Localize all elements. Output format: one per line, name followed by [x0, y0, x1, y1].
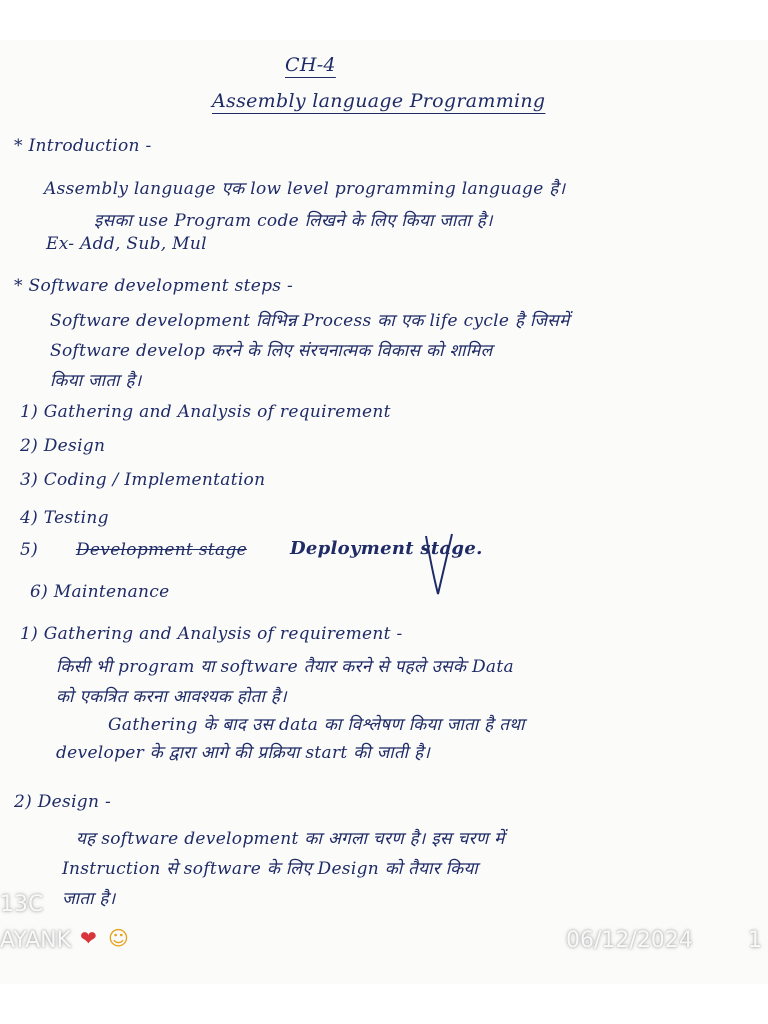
- section-heading-introduction: * Introduction -: [14, 136, 152, 156]
- correction-text: Deployment stage.: [290, 538, 483, 559]
- text-line: Assembly language एक low level programming language है।: [44, 179, 566, 199]
- text-line: को एकत्रित करना आवश्यक होता है।: [56, 687, 287, 707]
- list-item: 3) Coding / Implementation: [20, 470, 266, 490]
- section-heading-design: 2) Design -: [14, 792, 111, 812]
- text-line: Ex- Add, Sub, Mul: [46, 234, 207, 254]
- watermark-id: 13C: [0, 892, 44, 917]
- list-item: 2) Design: [20, 436, 106, 456]
- chapter-heading: CH-4: [285, 54, 336, 76]
- text-line: किया जाता है।: [50, 371, 142, 391]
- text-line: developer के द्वारा आगे की प्रक्रिया start की जाती है।: [56, 743, 431, 763]
- list-item: 1) Gathering and Analysis of requirement: [20, 402, 391, 422]
- section-heading-software-steps: * Software development steps -: [14, 276, 294, 296]
- text-line: Gathering के बाद उस data का विश्लेषण किया जाता है तथा: [108, 715, 525, 735]
- text-line: Software develop करने के लिए संरचनात्मक विकास को शामिल: [50, 341, 493, 361]
- list-item: 4) Testing: [20, 508, 109, 528]
- page-title: Assembly language Programming: [212, 90, 546, 112]
- watermark-time: 1: [748, 928, 762, 953]
- list-item: 6) Maintenance: [30, 582, 170, 602]
- list-item-number: 5): [20, 540, 39, 560]
- text-line: Instruction से software के लिए Design को तैयार किया: [62, 859, 479, 879]
- text-line: जाता है।: [62, 889, 116, 909]
- struck-text: Development stage: [76, 540, 248, 560]
- text-line: Software development विभिन्न Process का एक life cycle है जिसमें: [50, 311, 570, 331]
- watermark-name: AYANK: [0, 928, 72, 953]
- notebook-page: [0, 40, 768, 984]
- section-heading-gathering: 1) Gathering and Analysis of requirement -: [20, 624, 403, 644]
- heart-icon: ❤: [80, 926, 97, 950]
- watermark-date: 06/12/2024: [566, 928, 693, 953]
- text-line: इसका use Program code लिखने के लिए किया जाता है।: [94, 211, 493, 231]
- smiling-face-hearts-icon: ☺: [108, 926, 129, 950]
- text-line: किसी भी program या software तैयार करने से पहले उसके Data: [56, 657, 514, 677]
- text-line: यह software development का अगला चरण है। इस चरण में: [76, 829, 505, 849]
- caret-mark-icon: [420, 530, 456, 600]
